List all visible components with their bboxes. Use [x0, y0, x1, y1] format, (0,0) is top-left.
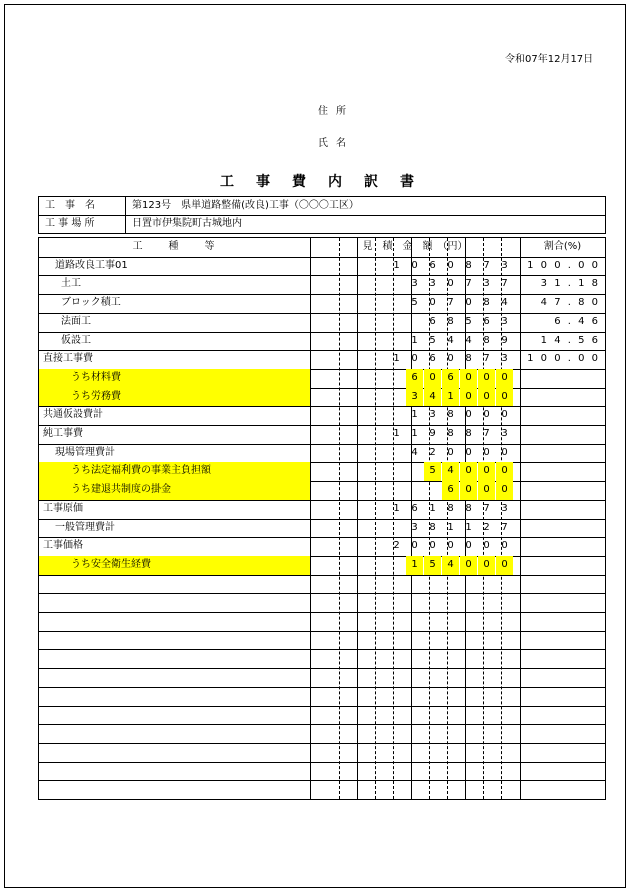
amount-digit: 0 [424, 369, 441, 388]
amount-digit: 1 [393, 259, 400, 271]
amount-digit: 4 [442, 556, 459, 575]
amount-digit: 0 [465, 297, 472, 309]
amount-digit: 0 [460, 388, 477, 407]
table-row [39, 369, 605, 388]
amount-digit: 0 [460, 556, 477, 575]
amount-digit: 6 [429, 315, 436, 327]
amount-digit: 0 [460, 481, 477, 500]
cost-item-label: うち法定福利費の事業主負担額 [39, 462, 310, 481]
table-row [39, 556, 605, 575]
ratio-value: 4 7 . 8 0 [540, 297, 600, 309]
table-row [39, 462, 605, 481]
amount-digit: 0 [496, 462, 513, 481]
amount-digit: 0 [411, 540, 418, 552]
amount-digit: 6 [442, 481, 459, 500]
amount-digit: 3 [483, 278, 490, 290]
amount-digit: 8 [483, 297, 490, 309]
amount-digit: 4 [447, 334, 454, 346]
amount-digit: 1 [411, 409, 418, 421]
amount-digit: 1 [406, 556, 423, 575]
amount-digit: 1 [442, 388, 459, 407]
ratio-value: 1 4 . 5 6 [540, 334, 600, 346]
table-row [39, 275, 605, 294]
cost-item-label: 直接工事費 [43, 353, 93, 365]
amount-digit: 0 [478, 556, 495, 575]
amount-digit: 6 [406, 369, 423, 388]
document-title: 工事費内訳書 [220, 174, 436, 190]
amount-digit: 8 [465, 502, 472, 514]
table-row [39, 481, 605, 500]
amount-digit: 8 [447, 428, 454, 439]
amount-digit: 0 [429, 540, 436, 552]
amount-digit: 0 [411, 259, 418, 271]
amount-digit: 3 [411, 278, 418, 290]
amount-digit: 0 [501, 409, 508, 421]
amount-digit: 0 [496, 369, 513, 388]
amount-digit: 8 [447, 315, 454, 327]
table-row [39, 388, 605, 407]
amount-digit: 6 [411, 502, 418, 514]
amount-digit: 4 [424, 388, 441, 407]
amount-digit: 6 [429, 353, 436, 365]
ratio-value: 1 0 0 . 0 0 [527, 259, 600, 271]
amount-digit: 7 [501, 278, 508, 290]
amount-digit: 5 [424, 556, 441, 575]
amount-digit: 3 [411, 521, 418, 533]
amount-digit: 5 [429, 334, 436, 346]
amount-digit: 9 [501, 334, 508, 346]
cost-item-label: 工事原価 [43, 502, 83, 514]
table-row [39, 294, 605, 313]
amount-digit: 4 [442, 462, 459, 481]
amount-digit: 0 [411, 353, 418, 365]
cost-item-label: 一般管理費計 [55, 521, 115, 533]
table-row [39, 444, 605, 463]
amount-digit: 9 [429, 428, 436, 439]
amount-digit: 5 [465, 315, 472, 327]
cost-item-label: 純工事費 [43, 428, 83, 439]
ratio-value: 6 . 4 6 [554, 315, 600, 327]
project-location-row [39, 215, 605, 233]
column-header-ratio: 割合(%) [543, 241, 582, 252]
amount-digit: 3 [429, 278, 436, 290]
cost-item-label: 法面工 [61, 315, 91, 327]
table-row [39, 425, 605, 444]
amount-digit: 0 [496, 481, 513, 500]
amount-digit: 0 [478, 462, 495, 481]
amount-digit: 0 [460, 369, 477, 388]
amount-digit: 7 [501, 521, 508, 533]
amount-digit: 1 [411, 428, 418, 439]
amount-digit: 0 [447, 446, 454, 458]
amount-digit: 6 [429, 259, 436, 271]
project-location-label: 工 事 場 所 [39, 215, 126, 233]
amount-digit: 0 [460, 462, 477, 481]
table-row [39, 350, 605, 369]
project-info-table [38, 196, 606, 234]
amount-digit: 0 [447, 540, 454, 552]
amount-digit: 7 [483, 259, 490, 271]
amount-digit: 4 [411, 446, 418, 458]
cost-breakdown-table [38, 237, 606, 800]
project-location-value: 日置市伊集院町古城地内 [132, 218, 242, 229]
amount-digit: 3 [501, 502, 508, 514]
cost-item-label: 現場管理費計 [55, 446, 115, 458]
amount-digit: 0 [447, 278, 454, 290]
amount-digit: 7 [483, 428, 490, 439]
amount-digit: 1 [411, 334, 418, 346]
project-name-label: 工 事 名 [39, 197, 126, 215]
amount-digit: 1 [447, 521, 454, 533]
table-row [39, 406, 605, 425]
table-row [39, 313, 605, 332]
amount-digit: 8 [465, 259, 472, 271]
amount-digit: 0 [465, 446, 472, 458]
document-date: 令和07年12月17日 [505, 54, 594, 65]
amount-digit: 8 [465, 428, 472, 439]
amount-digit: 3 [501, 353, 508, 365]
amount-digit: 1 [429, 502, 436, 514]
amount-digit: 8 [447, 502, 454, 514]
amount-digit: 8 [483, 334, 490, 346]
amount-digit: 0 [483, 409, 490, 421]
amount-digit: 3 [406, 388, 423, 407]
amount-digit: 0 [478, 481, 495, 500]
amount-digit: 0 [496, 388, 513, 407]
column-header-amount: 見 積 金 額 （円） [362, 241, 468, 252]
amount-digit: 7 [483, 353, 490, 365]
amount-digit: 0 [501, 540, 508, 552]
amount-digit: 0 [447, 353, 454, 365]
amount-digit: 0 [483, 540, 490, 552]
cost-item-label: 工事価格 [43, 540, 83, 552]
amount-digit: 0 [501, 446, 508, 458]
amount-digit: 0 [478, 369, 495, 388]
table-row [39, 519, 605, 538]
amount-digit: 2 [393, 540, 400, 552]
amount-digit: 0 [465, 409, 472, 421]
amount-digit: 7 [447, 297, 454, 309]
project-name-value: 第123号 県単道路整備(改良)工事（〇〇〇工区） [132, 200, 359, 211]
amount-digit: 2 [429, 446, 436, 458]
amount-digit: 3 [501, 315, 508, 327]
amount-digit: 6 [483, 315, 490, 327]
project-name-row [39, 197, 605, 216]
amount-digit: 0 [478, 388, 495, 407]
name-label: 氏名 [318, 138, 354, 149]
ratio-value: 1 0 0 . 0 0 [527, 353, 600, 365]
amount-digit: 2 [483, 521, 490, 533]
cost-item-label: うち建退共制度の掛金 [39, 481, 310, 500]
cost-item-label: ブロック積工 [61, 297, 121, 309]
ratio-value: 3 1 . 1 8 [540, 278, 600, 290]
amount-digit: 8 [429, 521, 436, 533]
cost-item-label: 仮設工 [61, 334, 91, 346]
cost-item-label: 道路改良工事01 [55, 259, 128, 271]
column-header-item: 工 種 等 [132, 241, 217, 252]
amount-digit: 4 [501, 297, 508, 309]
amount-digit: 3 [501, 428, 508, 439]
amount-digit: 0 [465, 540, 472, 552]
cost-item-label: うち安全衛生経費 [39, 556, 310, 575]
amount-digit: 7 [483, 502, 490, 514]
table-row [39, 257, 605, 276]
amount-digit: 1 [393, 353, 400, 365]
amount-digit: 3 [429, 409, 436, 421]
cost-item-label: うち労務費 [39, 388, 310, 407]
amount-digit: 1 [393, 428, 400, 439]
table-row [39, 332, 605, 351]
amount-digit: 0 [496, 556, 513, 575]
amount-digit: 1 [393, 502, 400, 514]
amount-digit: 5 [411, 297, 418, 309]
cost-item-label: 土工 [61, 278, 81, 290]
amount-digit: 8 [447, 409, 454, 421]
cost-item-label: うち材料費 [39, 369, 310, 388]
amount-digit: 5 [424, 462, 441, 481]
amount-digit: 6 [442, 369, 459, 388]
amount-digit: 7 [465, 278, 472, 290]
amount-digit: 0 [429, 297, 436, 309]
amount-digit: 1 [465, 521, 472, 533]
amount-digit: 8 [465, 353, 472, 365]
table-row [39, 500, 605, 519]
cost-item-label: 共通仮設費計 [43, 409, 103, 421]
table-row [39, 537, 605, 556]
amount-digit: 0 [447, 259, 454, 271]
amount-digit: 0 [483, 446, 490, 458]
amount-digit: 3 [501, 259, 508, 271]
address-label: 住所 [318, 106, 354, 117]
amount-digit: 4 [465, 334, 472, 346]
